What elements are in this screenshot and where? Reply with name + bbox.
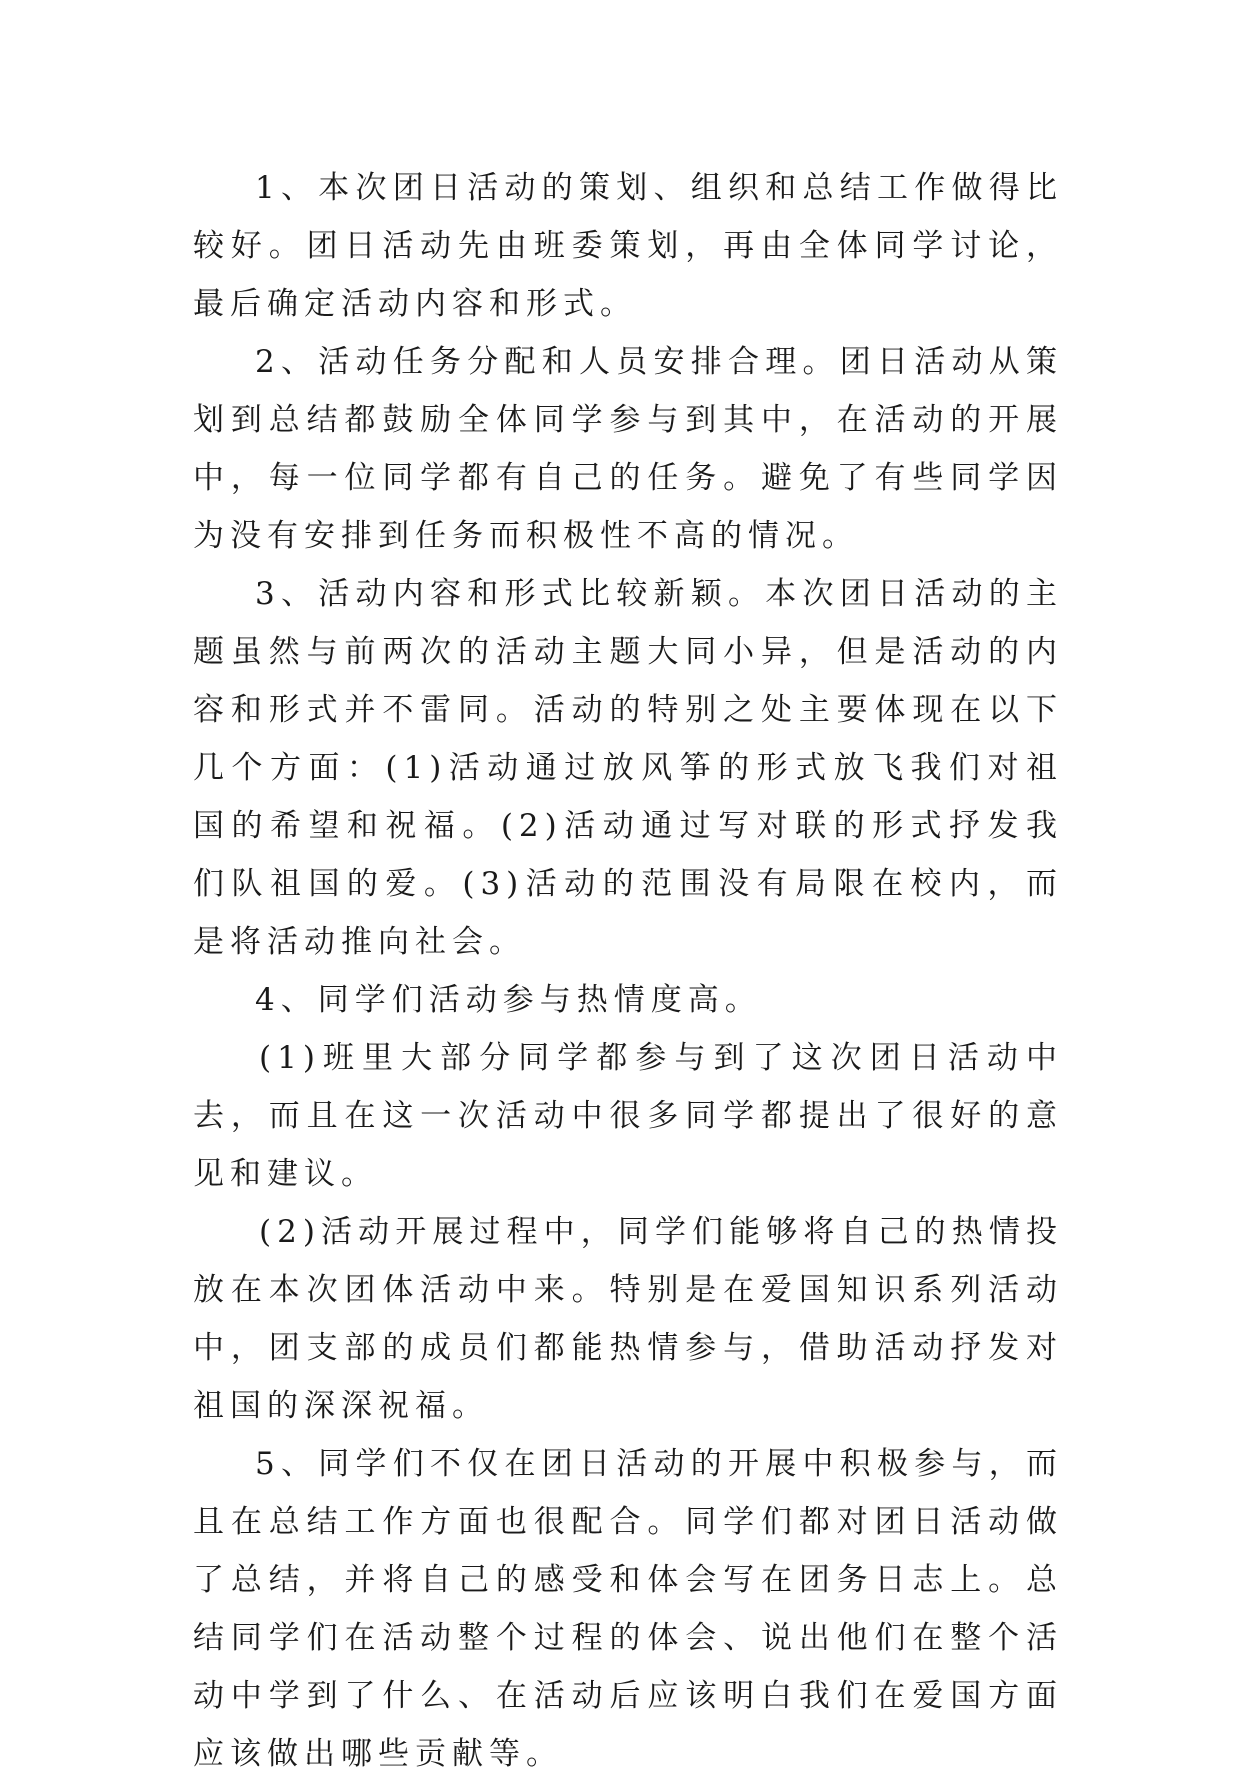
paragraph-4-sub-2: (2)活动开展过程中，同学们能够将自己的热情投放在本次团体活动中来。特别是在爱国知识系列活动中，团支部的成员们都能热情参与，借助活动抒发对祖国的深深祝福。 bbox=[193, 1214, 1063, 1424]
document-body bbox=[193, 159, 1063, 1783]
paragraph-2: 2、活动任务分配和人员安排合理。团日活动从策划到总结都鼓励全体同学参与到其中，在活动的开展中，每一位同学都有自己的任务。避免了有些同学因为没有安排到任务而积极性不高的情况。 bbox=[193, 344, 1063, 554]
paragraph-4-sub-1: (1)班里大部分同学都参与到了这次团日活动中去，而且在这一次活动中很多同学都提出了很好的意见和建议。 bbox=[193, 1040, 1063, 1192]
paragraph-1: 1、本次团日活动的策划、组织和总结工作做得比较好。团日活动先由班委策划，再由全体同学讨论，最后确定活动内容和形式。 bbox=[193, 170, 1063, 322]
paragraph-4: 4、同学们活动参与热情度高。 bbox=[255, 982, 762, 1018]
paragraph-3: 3、活动内容和形式比较新颖。本次团日活动的主题虽然与前两次的活动主题大同小异，但是活动的内容和形式并不雷同。活动的特别之处主要体现在以下几个方面：(1)活动通过放风筝的形式放飞我们对祖国的希望和祝福。(2)活动通过写对联的形式抒发我们队祖国的爱。(3)活动的范围没有局限在校内，而是将活动推向社会。 bbox=[193, 576, 1063, 960]
paragraph-5: 5、同学们不仅在团日活动的开展中积极参与，而且在总结工作方面也很配合。同学们都对团日活动做了总结，并将自己的感受和体会写在团务日志上。总结同学们在活动整个过程的体会、说出他们在整个活动中学到了什么、在活动后应该明白我们在爱国方面应该做出哪些贡献等。 bbox=[193, 1446, 1063, 1772]
